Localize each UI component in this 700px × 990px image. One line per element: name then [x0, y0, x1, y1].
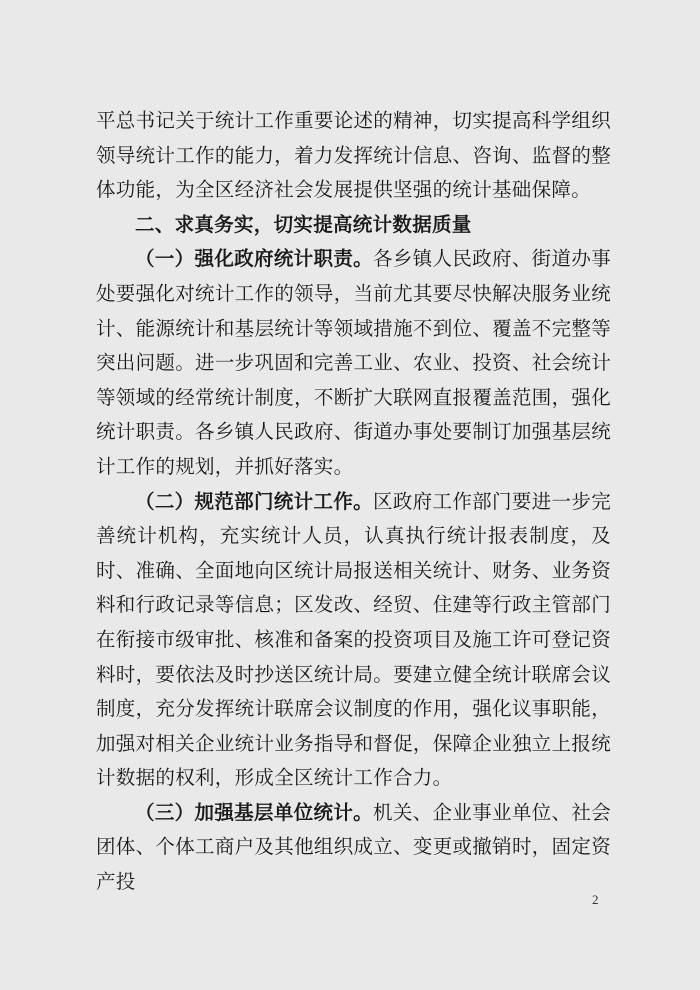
page-number: 2 — [592, 892, 599, 907]
section-heading-text: 二、求真务实，切实提高统计数据质量 — [135, 212, 472, 236]
subsection-lead: （三）加强基层单位统计。 — [135, 800, 374, 824]
paragraph-text: 各乡镇人民政府、街道办事处要强化对统计工作的领导，当前尤其要尽快解决服务业统计、能源统计和基层统计等领域措施不到位、覆盖不完整等突出问题。进一步巩固和完善工业、农业、投资、社会统计等领域的经常统计制度，不断扩大联网直报覆盖范围，强化统计职责。各乡镇人民政府、街道办事处要制订加强基层统计工作的规划，并抓好落实。 — [96, 247, 611, 478]
subsection-paragraph-3 — [96, 796, 611, 900]
paragraph-continuation — [96, 104, 611, 208]
document-body — [96, 104, 611, 900]
section-heading — [96, 208, 611, 243]
paragraph-text: 机关、企业事业单位、社会团体、个体工商户及其他组织成立、变更或撤销时，固定资产投 — [96, 800, 611, 894]
subsection-paragraph-2 — [96, 485, 611, 796]
paragraph-text: 区政府工作部门要进一步完善统计机构，充实统计人员，认真执行统计报表制度，及时、准确、全面地向区统计局报送相关统计、财务、业务资料和行政记录等信息；区发改、经贸、住建等行政主管部门在衔接市级审批、核准和备案的投资项目及施工许可登记资料时，要依法及时抄送区统计局。要建立健全统计联席会议制度，充分发挥统计联席会议制度的作用，强化议事职能，加强对相关企业统计业务指导和督促，保障企业独立上报统计数据的权利，形成全区统计工作合力。 — [96, 489, 611, 790]
subsection-paragraph-1 — [96, 242, 611, 484]
subsection-lead: （二）规范部门统计工作。 — [135, 489, 374, 513]
subsection-lead: （一）强化政府统计职责。 — [135, 247, 374, 271]
paragraph-text: 平总书记关于统计工作重要论述的精神，切实提高科学组织领导统计工作的能力，着力发挥统计信息、咨询、监督的整体功能，为全区经济社会发展提供坚强的统计基础保障。 — [96, 109, 611, 202]
